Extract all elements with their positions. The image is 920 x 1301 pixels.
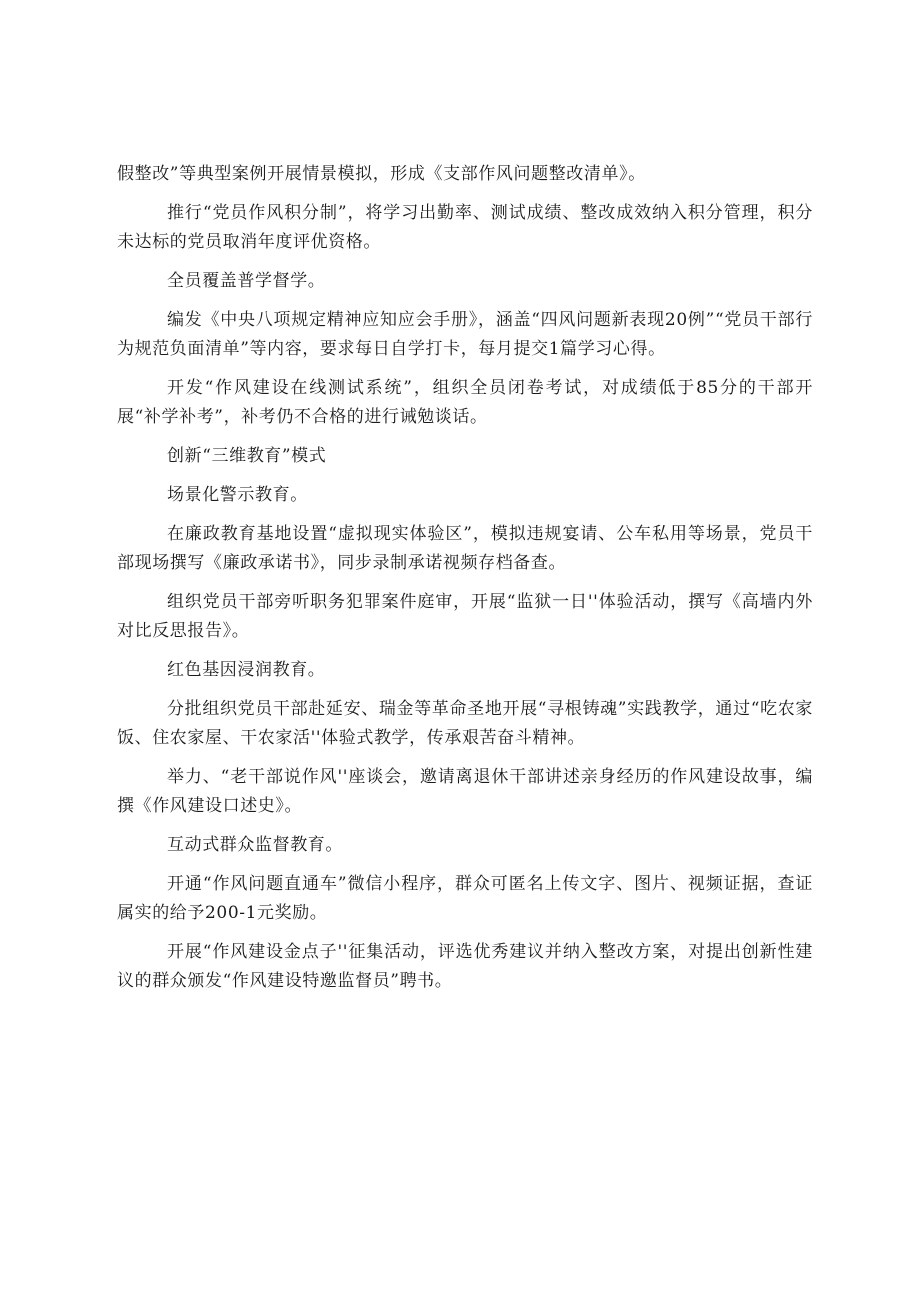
paragraph-2: 推行“党员作风积分制”，将学习出勤率、测试成绩、整改成效纳入积分管理，积分未达标的党员取消年度评优资格。: [117, 203, 813, 252]
paragraph-15: 开展“作风建设金点子''征集活动，评选优秀建议并纳入整改方案，对提出创新性建议的群众颁发“作风建设特邀监督员”聘书。: [117, 942, 813, 991]
section-heading-1: 全员覆盖普学督学。: [167, 271, 326, 291]
paragraph-9: 组织党员干部旁听职务犯罪案件庭审，开展“监狱一日''体验活动，撰写《高墙内外对比反思报告》。: [117, 592, 813, 641]
paragraph-12: 举力、“老干部说作风''座谈会，邀请离退休干部讲述亲身经历的作风建设故事，编撰《作风建设口述史》。: [117, 767, 813, 816]
paragraph-8: 在廉政教育基地设置“虚拟现实体验区”，模拟违规宴请、公车私用等场景，党员干部现场撰写《廉政承诺书》，同步录制承诺视频存档备查。: [117, 524, 813, 573]
section-heading-4: 红色基因浸润教育。: [167, 660, 326, 680]
paragraph-11: 分批组织党员干部赴延安、瑞金等革命圣地开展“寻根铸魂”实践教学，通过“吃农家饭、住农家屋、干农家活''体验式教学，传承艰苦奋斗精神。: [117, 699, 813, 748]
section-heading-2: 创新“三维教育”模式: [167, 446, 327, 466]
paragraph-4: 编发《中央八项规定精神应知应会手册》，涵盖“四风问题新表现20例”“党员干部行为规范负面清单”等内容，要求每日自学打卡，每月提交1篇学习心得。: [117, 310, 813, 359]
section-heading-3: 场景化警示教育。: [167, 485, 308, 505]
section-heading-5: 互动式群众监督教育。: [167, 835, 343, 855]
paragraph-1: 假整改”等典型案例开展情景模拟，形成《支部作风问题整改清单》。: [117, 164, 646, 184]
paragraph-14: 开通“作风问题直通车”微信小程序，群众可匿名上传文字、图片、视频证据，查证属实的给予200-1元奖励。: [117, 874, 813, 923]
document-body: [117, 160, 813, 1006]
paragraph-5: 开发“作风建设在线测试系统”，组织全员闭卷考试，对成绩低于85分的干部开展“补学补考”，补考仍不合格的进行诫勉谈话。: [117, 378, 813, 427]
